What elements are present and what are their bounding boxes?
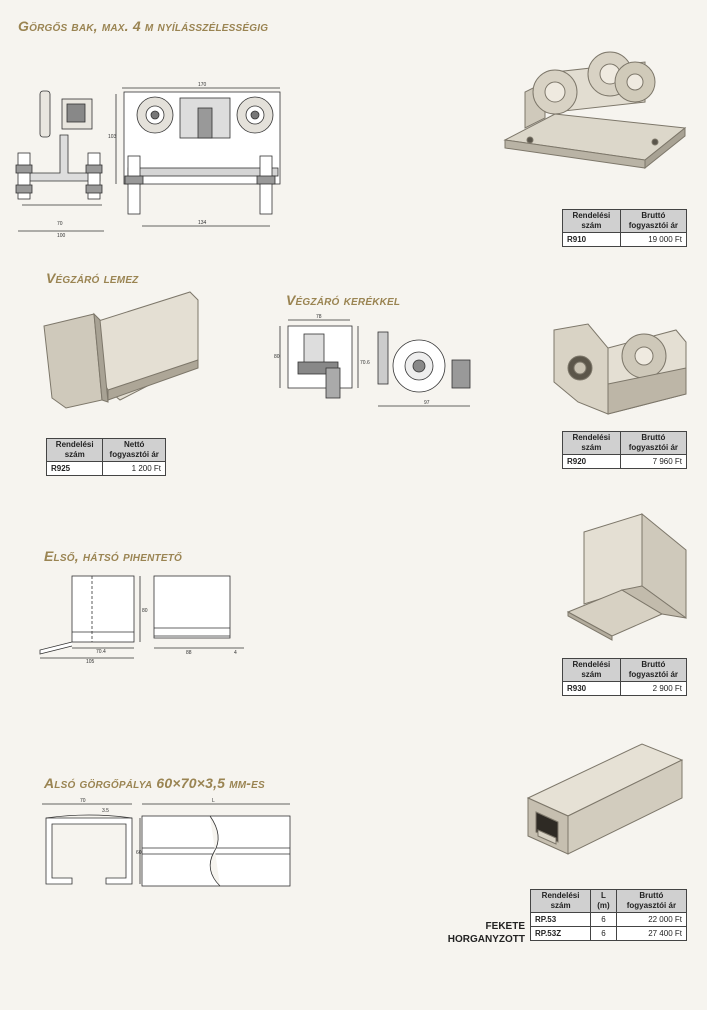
gorgos-bak-dim-labels-front [110, 80, 290, 230]
price-table-r930 [562, 658, 687, 696]
dim-label-78: 78 [316, 314, 322, 320]
dim-label-3-5: 3.5 [102, 808, 109, 814]
gorgopalya-dim-labels [32, 796, 292, 896]
section-title-vegzaro-kerekkel: Végzáró kerékkel [286, 292, 401, 308]
vegzaro-kerekkel-product-image [548, 312, 693, 422]
dim-label-170: 170 [198, 82, 207, 88]
price-value: 7 960 Ft [620, 455, 686, 469]
order-code: R930 [563, 682, 621, 696]
dim-label-70: 70 [80, 798, 86, 804]
dim-label-60: 60 [136, 850, 142, 856]
table-row [531, 927, 687, 941]
dim-label-134: 134 [198, 220, 207, 226]
dim-label-70-4: 70.4 [96, 649, 106, 655]
section-title-gorgopalya: Alsó görgőpálya 60×70×3,5 mm-es [44, 775, 265, 791]
dim-label-103: 103 [108, 134, 117, 140]
section-title-gorgos-bak: Görgős bak, max. 4 m nyílásszélességig [18, 18, 269, 34]
section-title-vegzaro-lemez: Végzáró lemez [46, 270, 139, 286]
dim-label-length: L [212, 798, 215, 804]
price-value: 2 900 Ft [620, 682, 686, 696]
dim-label-80: 80 [142, 608, 148, 614]
dim-label-100: 100 [57, 233, 66, 239]
price-table-r920 [562, 431, 687, 469]
price-value: 1 200 Ft [103, 462, 166, 476]
vegzaro-lemez-product-image [40, 290, 205, 425]
table-header-price: Bruttó fogyasztói ár [616, 890, 686, 913]
price-value: 27 400 Ft [616, 927, 686, 941]
show-through-text [425, 24, 428, 34]
table-header-order-number: Rendelési szám [563, 659, 621, 682]
gorgos-bak-dim-labels-left [12, 85, 112, 245]
dim-label-70-6: 70.6 [360, 360, 370, 366]
variant-label-fekete: FEKETE [485, 921, 525, 932]
table-header-price: Nettó fogyasztói ár [103, 439, 166, 462]
table-header-price: Bruttó fogyasztói ár [620, 432, 686, 455]
dim-label-97: 97 [424, 400, 430, 406]
dim-label-80: 80 [274, 354, 280, 360]
length-value: 6 [591, 913, 617, 927]
gorgopalya-product-image [522, 738, 692, 858]
price-table-rp53 [530, 889, 687, 941]
order-code: R920 [563, 455, 621, 469]
order-code: RP.53Z [531, 927, 591, 941]
table-header-order-number: Rendelési szám [563, 432, 621, 455]
price-value: 22 000 Ft [616, 913, 686, 927]
price-table-r910 [562, 209, 687, 247]
dim-label-4: 4 [234, 650, 237, 656]
pihenteto-product-image [562, 508, 697, 643]
variant-label-horganyzott: HORGANYZOTT [447, 934, 525, 945]
price-table-r925 [46, 438, 166, 476]
order-code: R925 [47, 462, 103, 476]
vegzaro-kerekkel-dim-labels [274, 312, 489, 412]
table-header-price: Bruttó fogyasztói ár [620, 210, 686, 233]
order-code: R910 [563, 233, 621, 247]
gorgos-bak-product-image [495, 42, 695, 192]
pihenteto-dim-labels [36, 570, 251, 665]
table-row [47, 462, 166, 476]
table-row [563, 682, 687, 696]
order-code: RP.53 [531, 913, 591, 927]
dim-label-70: 70 [57, 221, 63, 227]
table-header-order-number: Rendelési szám [563, 210, 621, 233]
table-header-order-number: Rendelési szám [531, 890, 591, 913]
table-header-length: L (m) [591, 890, 617, 913]
price-value: 19 000 Ft [620, 233, 686, 247]
dim-label-105: 105 [86, 659, 95, 665]
section-title-pihenteto: Első, hátsó pihentető [44, 548, 182, 564]
length-value: 6 [591, 927, 617, 941]
table-header-price: Bruttó fogyasztói ár [620, 659, 686, 682]
table-row [531, 913, 687, 927]
table-row [563, 455, 687, 469]
table-header-order-number: Rendelési szám [47, 439, 103, 462]
table-row [563, 233, 687, 247]
dim-label-88: 88 [186, 650, 192, 656]
